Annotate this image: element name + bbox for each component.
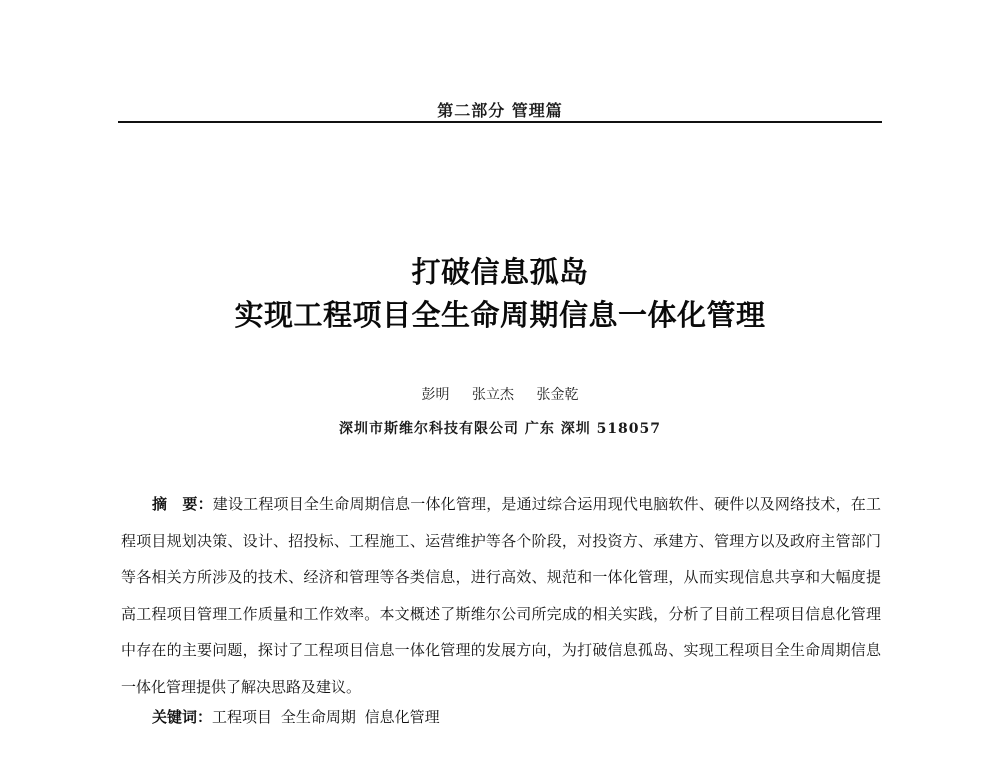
keyword: 信息化管理 — [364, 708, 440, 726]
keywords — [152, 706, 444, 727]
abstract — [121, 486, 881, 705]
author-name: 张金乾 — [536, 387, 579, 403]
author-name: 张立杰 — [472, 387, 514, 403]
author-name: 彭明 — [421, 387, 450, 403]
abstract-text: 建设工程项目全生命周期信息一体化管理，是通过综合运用现代电脑软件、硬件以及网络技术，在工程项目规划决策、设计、招投标、工程施工、运营维护等各个阶段，对投资方、承建方、管理方以及政府主管部门等各相关方所涉及的技术、经济和管理等各类信息，进行高效、规范和一体化管理，从而实现信息共享和大幅度提高工程项目管理工作质量和工作效率。本文概述了斯维尔公司所完成的相关实践，分析了目前工程项目信息化管理中存在的主要问题，探讨了工程项目信息一体化管理的发展方向，为打破信息孤岛、实现工程项目全生命周期信息一体化管理提供了解决思路及建议。 — [121, 495, 881, 696]
paper-title-line-2: 实现工程项目全生命周期信息一体化管理 — [234, 298, 766, 332]
author-list — [0, 384, 1000, 404]
keyword: 全生命周期 — [280, 708, 356, 726]
keyword: 工程项目 — [212, 708, 273, 726]
author-affiliation: 深圳市斯维尔科技有限公司 广东 深圳 518057 — [338, 421, 662, 437]
header-rule — [118, 121, 882, 123]
running-header: 第二部分 管理篇 — [437, 101, 563, 120]
keywords-label: 关键词： — [152, 708, 213, 726]
abstract-label: 摘 要： — [152, 495, 213, 513]
paper-title-line-1: 打破信息孤岛 — [411, 255, 589, 289]
